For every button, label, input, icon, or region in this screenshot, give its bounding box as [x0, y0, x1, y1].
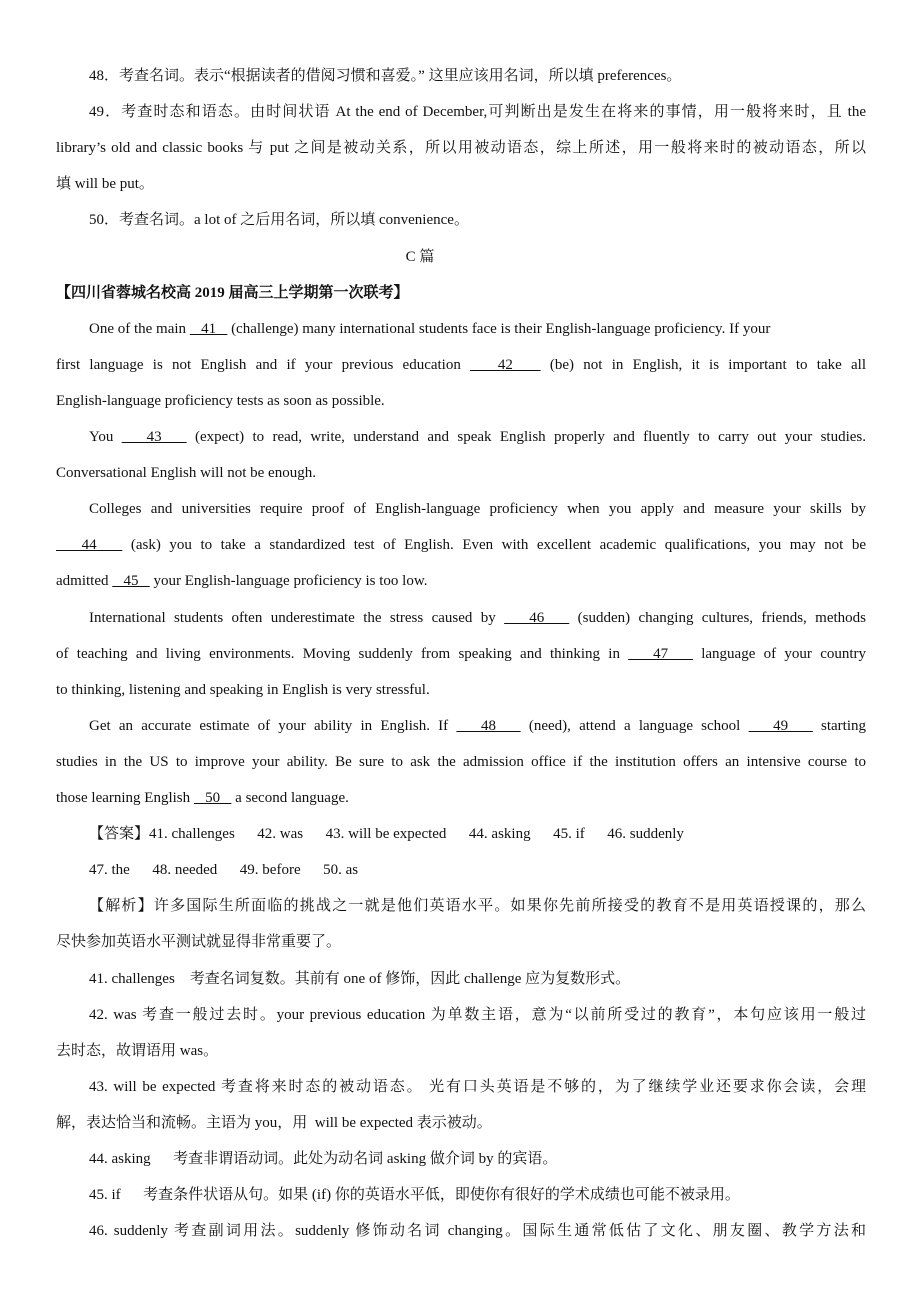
- text-segment: starting: [812, 718, 867, 734]
- text-line: [56, 932, 866, 952]
- text-segment: Get an accurate estimate of your ability in English. If: [89, 718, 457, 734]
- text-line: [56, 680, 866, 700]
- text-segment: Conversational English will not be enough.: [56, 465, 316, 481]
- text-segment: (challenge) many international students face is their English-language proficiency. If your: [227, 321, 771, 337]
- text-segment: 46. suddenly 考查副词用法。suddenly 修饰动名词 changing。国际生通常低估了文化、朋友圈、教学方法和: [89, 1223, 866, 1239]
- text-segment: 43. will be expected 考查将来时态的被动语态。 光有口头英语是不够的，为了继续学业还要求你会读，会理: [89, 1079, 866, 1095]
- text-segment: (need), attend a language school: [520, 718, 749, 734]
- blank-43: 43: [121, 429, 187, 445]
- text-line: [56, 1113, 866, 1133]
- text-line: [89, 716, 866, 736]
- text-line: [56, 788, 866, 808]
- text-segment: language of your country: [692, 646, 867, 662]
- text-line: [89, 896, 866, 916]
- text-line: [89, 824, 866, 844]
- text-segment: 【答案】41. challenges 42. was 43. will be expected 44. asking 45. if 46. suddenly: [89, 826, 684, 842]
- blank-46: 46: [504, 610, 570, 626]
- blank-47: 47: [628, 646, 693, 662]
- text-segment: You: [89, 429, 122, 445]
- text-segment: C 篇: [405, 249, 435, 265]
- text-segment: 尽快参加英语水平测试就显得非常重要了。: [56, 934, 342, 950]
- text-segment: (be) not in English, it is important to take all: [540, 357, 867, 373]
- text-line: [89, 860, 866, 880]
- text-segment: your English-language proficiency is too low.: [149, 573, 428, 589]
- text-segment: 去时态，故谓语用 was。: [56, 1043, 219, 1059]
- text-segment: 解，表达恰当和流畅。主语为 you，用 will be expected 表示被动。: [56, 1115, 492, 1131]
- text-segment: (ask) you to take a standardized test of English. Even with excellent academic qualifications, you may not be: [122, 537, 867, 553]
- text-segment: 48．考查名词。表示“根据读者的借阅习惯和喜爱。” 这里应该用名词，所以填 preferences。: [89, 68, 682, 84]
- text-segment: studies in the US to improve your ability. Be sure to ask the admission office if the institution offers an intensive course to: [56, 754, 866, 770]
- text-segment: 填 will be put。: [56, 176, 154, 192]
- text-line: [56, 391, 866, 411]
- text-line: [89, 608, 866, 628]
- text-line: [89, 1005, 866, 1025]
- text-line: [89, 66, 866, 86]
- text-line: [56, 355, 866, 375]
- text-segment: English-language proficiency tests as soon as possible.: [56, 393, 385, 409]
- text-segment: 47. the 48. needed 49. before 50. as: [89, 862, 359, 878]
- text-segment: (sudden) changing cultures, friends, methods: [569, 610, 866, 626]
- text-line: [89, 969, 866, 989]
- blank-42: 42: [470, 357, 541, 373]
- text-line: [89, 1077, 866, 1097]
- text-segment: those learning English: [56, 790, 194, 806]
- text-line: [89, 210, 866, 230]
- blank-48: 48: [456, 718, 521, 734]
- text-segment: 42. was 考查一般过去时。your previous education 为单数主语，意为“以前所受过的教育”，本句应该用一般过: [89, 1007, 866, 1023]
- text-segment: of teaching and living environments. Moving suddenly from speaking and thinking in: [56, 646, 629, 662]
- section-heading: [0, 247, 840, 267]
- text-line: [56, 138, 866, 158]
- text-segment: 【解析】许多国际生所面临的挑战之一就是他们英语水平。如果你先前所接受的教育不是用英语授课的，那么: [89, 898, 866, 914]
- text-segment: to thinking, listening and speaking in English is very stressful.: [56, 682, 430, 698]
- blank-50: 50: [193, 790, 232, 806]
- text-segment: 41. challenges 考查名词复数。其前有 one of 修饰，因此 challenge 应为复数形式。: [89, 971, 631, 987]
- text-line: [89, 1185, 866, 1205]
- text-line: [89, 1149, 866, 1169]
- text-line: [56, 174, 866, 194]
- text-segment: One of the main: [89, 321, 190, 337]
- text-line: [89, 102, 866, 122]
- text-line: [56, 535, 866, 555]
- text-segment: 49．考查时态和语态。由时间状语 At the end of December,可判断出是发生在将来的事情，用一般将来时，且 the: [89, 104, 866, 120]
- text-segment: Colleges and universities require proof of English-language proficiency when you apply and measure your skills by: [89, 501, 866, 517]
- text-segment: admitted: [56, 573, 113, 589]
- text-segment: 45. if 考查条件状语从句。如果 (if) 你的英语水平低，即使你有很好的学术成绩也可能不被录用。: [89, 1187, 740, 1203]
- text-segment: first language is not English and if your previous education: [56, 357, 471, 373]
- text-line: [56, 1041, 866, 1061]
- text-line: [89, 427, 866, 447]
- text-segment: library’s old and classic books 与 put 之间是被动关系，所以用被动语态，综上所述，用一般将来时的被动语态，所以: [56, 140, 866, 156]
- text-line: [89, 319, 866, 339]
- text-line: [56, 644, 866, 664]
- text-segment: 44. asking 考查非谓语动词。此处为动名词 asking 做介词 by 的宾语。: [89, 1151, 558, 1167]
- text-segment: (expect) to read, write, understand and speak English properly and fluently to carry out your studies.: [186, 429, 866, 445]
- blank-41: 41: [189, 321, 228, 337]
- text-segment: a second language.: [231, 790, 349, 806]
- text-line: [56, 571, 866, 591]
- source-heading: [56, 283, 866, 303]
- text-segment: 50．考查名词。a lot of 之后用名词，所以填 convenience。: [89, 212, 469, 228]
- blank-45: 45: [112, 573, 150, 589]
- text-line: [56, 463, 866, 483]
- blank-49: 49: [748, 718, 813, 734]
- text-line: [89, 1221, 866, 1241]
- text-line: [56, 752, 866, 772]
- text-line: [89, 499, 866, 519]
- text-segment: 【四川省蓉城名校高 2019 届高三上学期第一次联考】: [56, 285, 409, 301]
- text-segment: International students often underestimate the stress caused by: [89, 610, 505, 626]
- blank-44: 44: [56, 537, 123, 553]
